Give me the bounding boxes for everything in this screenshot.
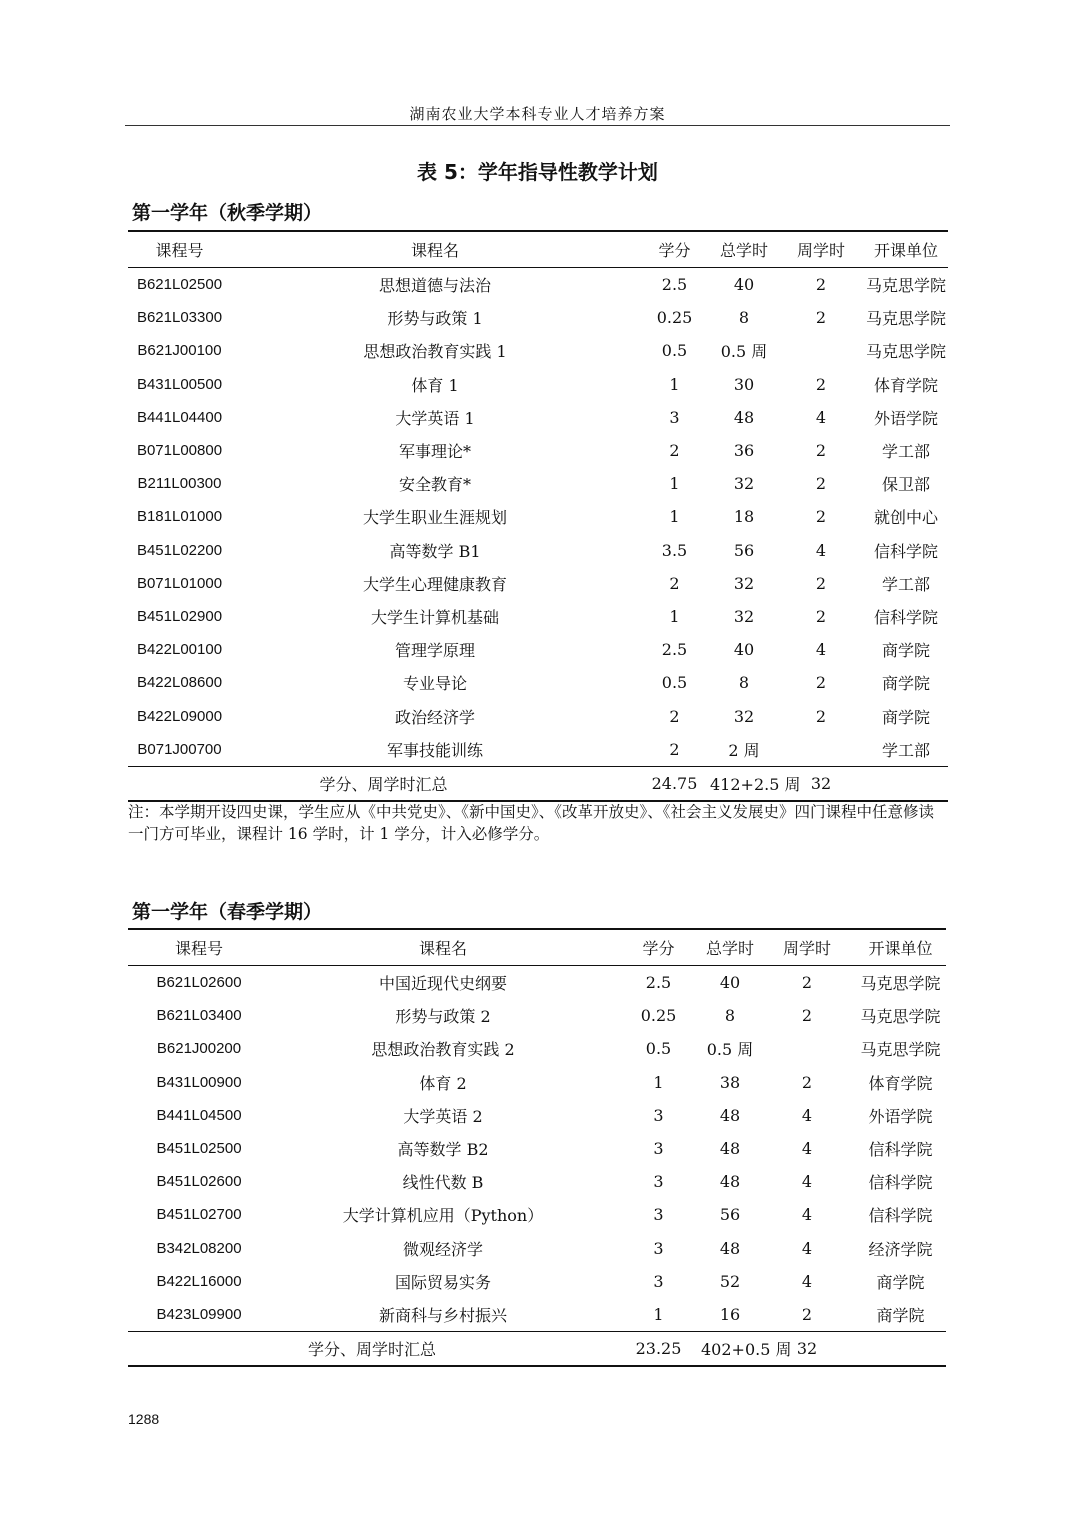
weekly-hours-cell: 2 (815, 673, 827, 693)
course-name-cell: 思想政治教育实践 2 (371, 1040, 515, 1060)
course-name-cell: 线性代数 B (402, 1173, 484, 1193)
total-credits: 23.25 (616, 1332, 701, 1367)
credits-cell: 2 (669, 739, 680, 759)
offering-unit-cell: 体育学院 (868, 1073, 933, 1093)
col-header-weekly: 周学时 (759, 929, 855, 966)
table-row (128, 368, 948, 401)
semester-title-spring: 第一学年（春季学期） (132, 901, 323, 923)
weekly-hours-cell: 4 (801, 1139, 813, 1159)
course-code-cell: B071L01000 (136, 574, 223, 592)
table-row (128, 1132, 946, 1165)
course-name-cell: 大学生计算机基础 (370, 607, 499, 627)
total-hours-cell: 30 (733, 374, 755, 394)
table-row (128, 600, 948, 633)
col-header-unit: 开课单位 (864, 231, 948, 268)
weekly-hours-cell: 2 (815, 441, 827, 461)
offering-unit-cell: 体育学院 (873, 375, 938, 395)
course-code-cell: B621L03300 (136, 309, 223, 327)
credits-cell: 0.25 (656, 308, 693, 328)
weekly-hours-cell: 2 (815, 474, 827, 494)
offering-unit-cell: 马克思学院 (865, 309, 946, 329)
total-hours-cell: 40 (733, 275, 755, 295)
weekly-hours-cell: 2 (801, 1304, 813, 1324)
course-name-cell: 形势与政策 1 (387, 309, 483, 329)
course-code-cell: B422L16000 (156, 1272, 242, 1290)
col-header-code: 课程号 (128, 929, 270, 966)
table-row (128, 699, 948, 732)
total-unit-empty (864, 766, 948, 801)
table-row (128, 534, 948, 567)
table-row (128, 301, 948, 334)
total-hours-cell: 8 (724, 1006, 736, 1026)
credits-cell: 1 (669, 374, 680, 394)
table-row (128, 1165, 946, 1198)
weekly-hours-cell: 2 (815, 573, 827, 593)
offering-unit-cell: 马克思学院 (865, 276, 946, 296)
total-hours-cell: 36 (733, 441, 755, 461)
course-name-cell: 国际贸易实务 (394, 1272, 491, 1292)
credits-cell: 3 (653, 1105, 664, 1125)
course-name-cell: 高等数学 B2 (397, 1140, 489, 1160)
table-row (128, 966, 946, 1000)
course-name-cell: 军事理论* (398, 442, 471, 462)
weekly-hours-cell: 2 (801, 973, 813, 993)
total-hours-cell: 40 (719, 973, 741, 993)
credits-cell: 1 (669, 474, 680, 494)
offering-unit-cell: 信科学院 (868, 1173, 933, 1193)
table-row (128, 268, 948, 302)
total-label: 学分、周学时汇总 (128, 1332, 616, 1367)
course-code-cell: B451L02500 (156, 1140, 242, 1158)
course-name-cell: 专业导论 (402, 674, 467, 694)
total-hours-cell: 32 (733, 474, 755, 494)
page-number: 1288 (128, 1411, 160, 1427)
credits-cell: 3 (653, 1139, 664, 1159)
total-hours-cell: 48 (719, 1139, 741, 1159)
offering-unit-cell: 马克思学院 (865, 342, 946, 362)
credits-cell: 3 (669, 407, 680, 427)
weekly-hours-cell: 2 (815, 606, 827, 626)
total-hours-cell: 40 (733, 640, 755, 660)
credits-cell: 1 (653, 1304, 664, 1324)
total-hours-cell: 48 (719, 1105, 741, 1125)
table-row (128, 334, 948, 367)
credits-cell: 1 (669, 606, 680, 626)
credits-cell: 2.5 (661, 275, 688, 295)
course-code-cell: B621L03400 (156, 1007, 242, 1025)
weekly-hours-cell: 4 (815, 540, 827, 560)
course-name-cell: 体育 1 (411, 375, 459, 395)
course-name-cell: 微观经济学 (402, 1239, 483, 1259)
total-hours-cell: 52 (719, 1271, 741, 1291)
total-hours-cell: 16 (719, 1304, 741, 1324)
course-code-cell: B342L08200 (156, 1239, 242, 1257)
weekly-hours-cell: 2 (815, 308, 827, 328)
offering-unit-cell: 信科学院 (873, 607, 938, 627)
course-name-cell: 大学生职业生涯规划 (362, 508, 507, 528)
weekly-hours-cell: 2 (801, 1072, 813, 1092)
col-header-credits: 学分 (639, 231, 710, 268)
table-row (128, 401, 948, 434)
course-code-cell: B451L02600 (156, 1173, 242, 1191)
course-code-cell: B071L00800 (136, 442, 223, 460)
document-title: 表 5：学年指导性教学计划 (417, 160, 658, 184)
credits-cell: 0.5 (645, 1039, 672, 1059)
table-row (128, 467, 948, 500)
course-code-cell: B451L02900 (136, 607, 223, 625)
total-hours-cell: 8 (738, 673, 750, 693)
course-name-cell: 管理学原理 (394, 641, 475, 661)
total-hours-cell: 2 周 (728, 740, 760, 760)
total-hours-cell: 48 (719, 1172, 741, 1192)
weekly-hours-cell (759, 1032, 855, 1065)
offering-unit-cell: 信科学院 (873, 541, 938, 561)
table-row (128, 666, 948, 699)
offering-unit-cell: 就创中心 (873, 508, 938, 528)
col-header-credits: 学分 (616, 929, 701, 966)
table-row (128, 500, 948, 533)
credits-cell: 0.25 (640, 1006, 677, 1026)
weekly-hours-cell: 4 (801, 1172, 813, 1192)
table-row (128, 1298, 946, 1332)
total-hours-cell: 8 (738, 308, 750, 328)
table-body (128, 966, 946, 1332)
total-hours-cell: 48 (733, 407, 755, 427)
credits-cell: 3.5 (661, 540, 688, 560)
credits-cell: 1 (653, 1072, 664, 1092)
weekly-hours-cell: 4 (801, 1205, 813, 1225)
offering-unit-cell: 马克思学院 (860, 1007, 941, 1027)
credits-cell: 1 (669, 507, 680, 527)
col-header-name: 课程名 (270, 929, 616, 966)
course-code-cell: B621J00200 (156, 1040, 242, 1058)
total-hours-cell: 38 (719, 1072, 741, 1092)
semester-note: 注：本学期开设四史课，学生应从《中共党史》、《新中国史》、《改革开放史》、《社会主义发展史》四门课程中任意修读一门方可毕业，课程计 16 学时，计 1 学分，计入必修学分。 (128, 803, 935, 843)
course-name-cell: 大学计算机应用（Python） (342, 1206, 544, 1226)
weekly-hours-cell: 4 (815, 640, 827, 660)
table-row (128, 999, 946, 1032)
offering-unit-cell: 马克思学院 (860, 1040, 941, 1060)
course-code-cell: B451L02200 (136, 541, 223, 559)
course-code-cell: B431L00500 (136, 375, 223, 393)
offering-unit-cell: 信科学院 (868, 1206, 933, 1226)
course-name-cell: 政治经济学 (394, 707, 475, 727)
course-name-cell: 思想政治教育实践 1 (363, 342, 507, 362)
table-row (128, 434, 948, 467)
table-row (128, 1032, 946, 1065)
total-row (128, 766, 948, 801)
total-hours-cell: 56 (719, 1205, 741, 1225)
table-header-row (128, 231, 948, 268)
table-row (128, 733, 948, 767)
course-code-cell: B422L09000 (136, 707, 223, 725)
course-table-autumn (128, 230, 948, 802)
weekly-hours-cell: 2 (815, 507, 827, 527)
course-code-cell: B451L02700 (156, 1206, 242, 1224)
col-header-hours: 总学时 (710, 231, 778, 268)
credits-cell: 2 (669, 573, 680, 593)
course-code-cell: B422L08600 (136, 674, 223, 692)
course-name-cell: 大学英语 1 (395, 408, 475, 428)
weekly-hours-cell: 2 (815, 706, 827, 726)
table-body (128, 268, 948, 767)
running-header: 湖南农业大学本科专业人才培养方案 (409, 105, 666, 123)
course-code-cell: B621L02500 (136, 276, 223, 294)
weekly-hours-cell: 4 (801, 1105, 813, 1125)
course-table-spring (128, 928, 946, 1367)
total-hours-cell: 32 (733, 606, 755, 626)
table-header-row (128, 929, 946, 966)
credits-cell: 0.5 (661, 341, 688, 361)
weekly-hours-cell: 4 (815, 407, 827, 427)
course-name-cell: 高等数学 B1 (389, 541, 481, 561)
table-row (128, 1198, 946, 1231)
weekly-hours-cell: 2 (815, 275, 827, 295)
course-name-cell: 中国近现代史纲要 (378, 974, 507, 994)
credits-cell: 2 (669, 441, 680, 461)
course-code-cell: B422L00100 (136, 641, 223, 659)
credits-cell: 2.5 (661, 640, 688, 660)
offering-unit-cell: 商学院 (876, 1305, 925, 1325)
credits-cell: 2 (669, 706, 680, 726)
credits-cell: 3 (653, 1271, 664, 1291)
course-name-cell: 安全教育* (398, 475, 471, 495)
offering-unit-cell: 学工部 (881, 442, 930, 462)
course-code-cell: B071J00700 (137, 740, 222, 758)
col-header-code: 课程号 (128, 231, 231, 268)
col-header-name: 课程名 (231, 231, 639, 268)
weekly-hours-cell: 2 (815, 374, 827, 394)
total-hours-cell: 0.5 周 (720, 342, 768, 362)
total-hours-cell: 56 (733, 540, 755, 560)
col-header-hours: 总学时 (701, 929, 759, 966)
total-hours-cell: 32 (733, 706, 755, 726)
header-rule (125, 125, 950, 126)
total-unit-empty (855, 1332, 946, 1367)
weekly-hours-cell: 4 (801, 1271, 813, 1291)
course-name-cell: 新商科与乡村振兴 (378, 1305, 507, 1325)
offering-unit-cell: 商学院 (881, 641, 930, 661)
offering-unit-cell: 外语学院 (868, 1106, 933, 1126)
total-hours: 412+2.5 周 (710, 766, 778, 801)
col-header-weekly: 周学时 (778, 231, 864, 268)
course-code-cell: B441L04500 (156, 1106, 242, 1124)
table-row (128, 1232, 946, 1265)
course-code-cell: B621J00100 (137, 342, 222, 360)
table-row (128, 633, 948, 666)
course-name-cell: 大学英语 2 (403, 1106, 483, 1126)
course-name-cell: 大学生心理健康教育 (362, 574, 507, 594)
credits-cell: 0.5 (661, 673, 688, 693)
offering-unit-cell: 商学院 (881, 707, 930, 727)
total-label: 学分、周学时汇总 (128, 766, 639, 801)
col-header-unit: 开课单位 (855, 929, 946, 966)
weekly-hours-cell (778, 334, 864, 367)
credits-cell: 3 (653, 1205, 664, 1225)
offering-unit-cell: 学工部 (881, 740, 930, 760)
total-hours-cell: 32 (733, 573, 755, 593)
offering-unit-cell: 经济学院 (868, 1239, 933, 1259)
total-weekly: 32 (759, 1332, 855, 1367)
course-name-cell: 形势与政策 2 (395, 1007, 491, 1027)
weekly-hours-cell: 4 (801, 1238, 813, 1258)
weekly-hours-cell (778, 733, 864, 767)
course-name-cell: 体育 2 (419, 1073, 467, 1093)
offering-unit-cell: 马克思学院 (860, 974, 941, 994)
offering-unit-cell: 信科学院 (868, 1140, 933, 1160)
credits-cell: 2.5 (645, 973, 672, 993)
course-code-cell: B621L02600 (156, 974, 242, 992)
table-row (128, 1265, 946, 1298)
course-code-cell: B181L01000 (136, 508, 223, 526)
table-row (128, 1066, 946, 1099)
offering-unit-cell: 商学院 (881, 674, 930, 694)
table-row (128, 567, 948, 600)
total-row (128, 1332, 946, 1367)
offering-unit-cell: 保卫部 (881, 475, 930, 495)
course-code-cell: B431L00900 (156, 1073, 242, 1091)
total-hours-cell: 48 (719, 1238, 741, 1258)
course-name-cell: 军事技能训练 (386, 740, 483, 760)
course-code-cell: B441L04400 (136, 408, 223, 426)
offering-unit-cell: 商学院 (876, 1272, 925, 1292)
total-hours-cell: 0.5 周 (706, 1040, 754, 1060)
course-code-cell: B211L00300 (137, 475, 222, 493)
total-hours-cell: 18 (733, 507, 755, 527)
course-name-cell: 思想道德与法治 (378, 276, 491, 296)
total-credits: 24.75 (639, 766, 710, 801)
semester-title-autumn: 第一学年（秋季学期） (132, 202, 323, 224)
offering-unit-cell: 外语学院 (873, 408, 938, 428)
course-code-cell: B423L09900 (156, 1305, 242, 1323)
table-row (128, 1099, 946, 1132)
weekly-hours-cell: 2 (801, 1006, 813, 1026)
offering-unit-cell: 学工部 (881, 574, 930, 594)
credits-cell: 3 (653, 1238, 664, 1258)
credits-cell: 3 (653, 1172, 664, 1192)
total-hours: 402+0.5 周 (701, 1332, 759, 1367)
total-weekly: 32 (778, 766, 864, 801)
